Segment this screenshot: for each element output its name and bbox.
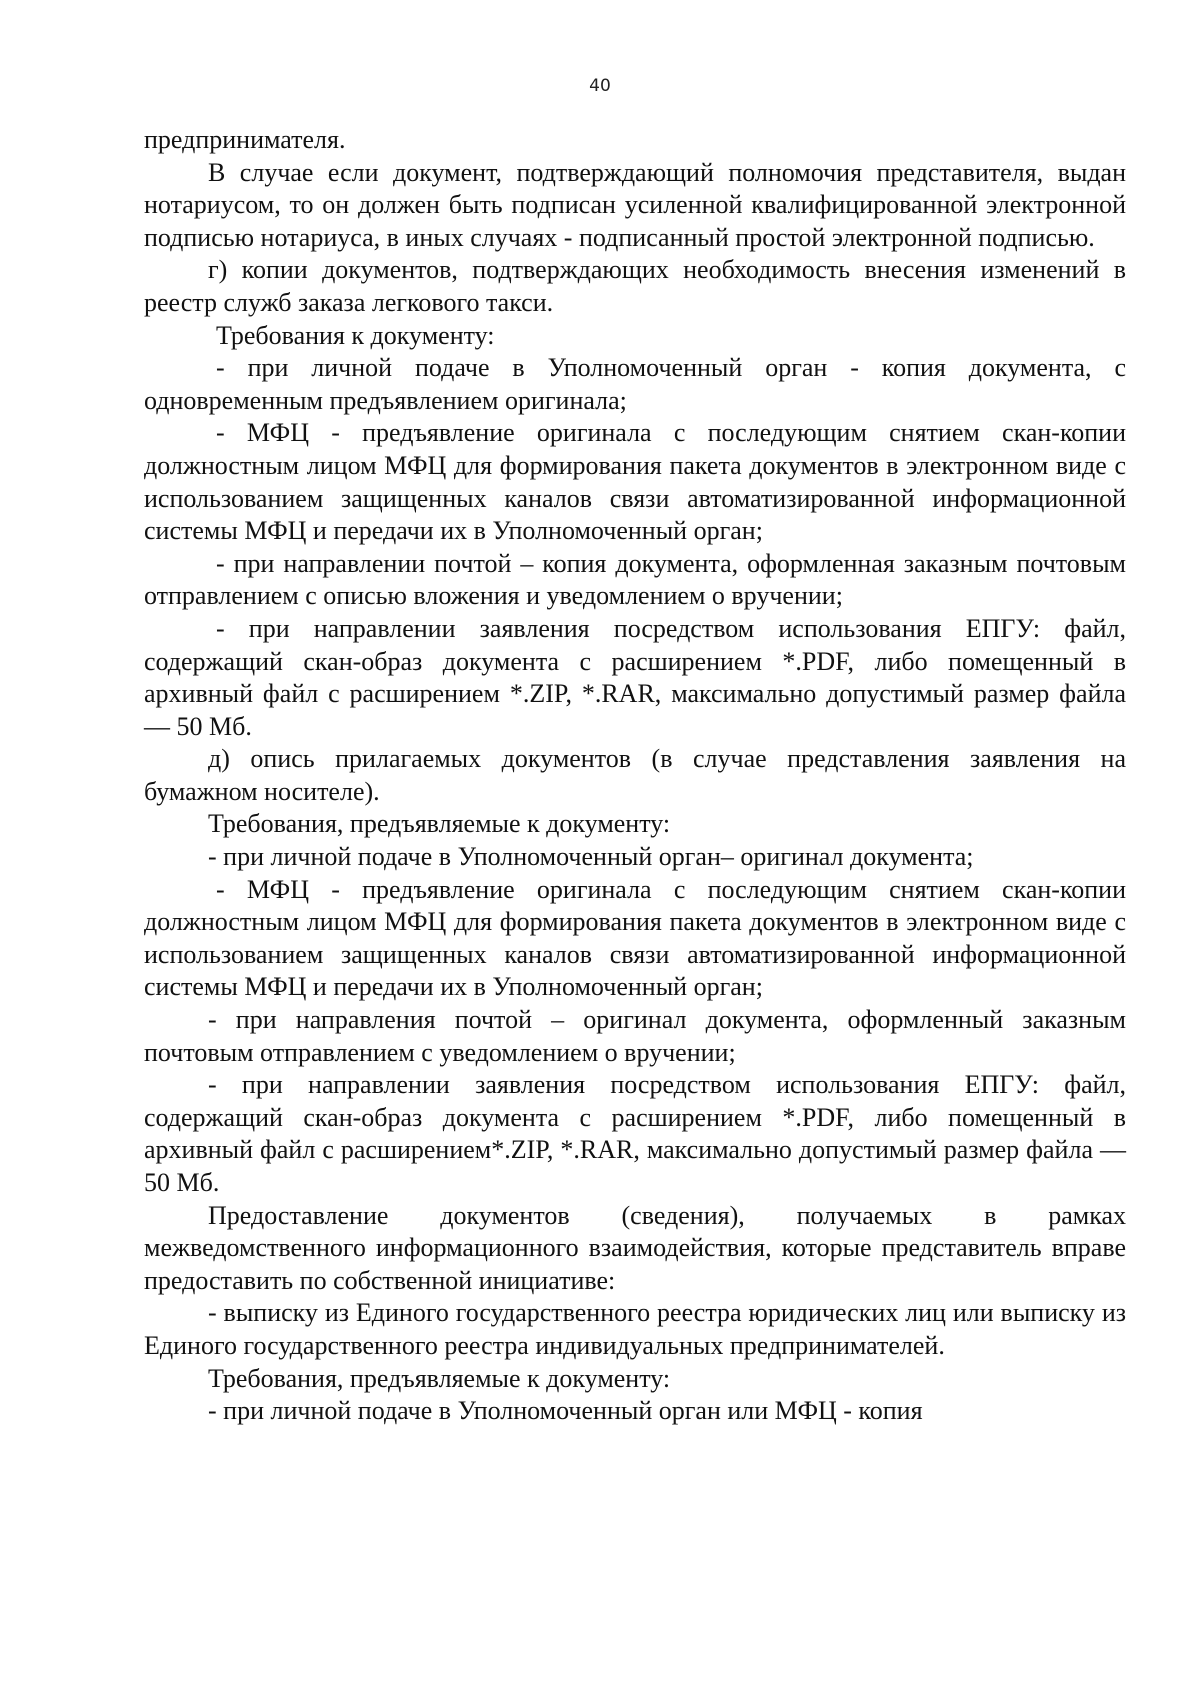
paragraph: - при личной подаче в Уполномоченный орган или МФЦ - копия bbox=[208, 1396, 923, 1426]
paragraph: Предоставление документов (сведения), получаемых в рамках межведомственного информационного взаимодействия, которые представитель вправе предоставить по собственной инициативе: bbox=[144, 1200, 1126, 1295]
document-body bbox=[144, 124, 1126, 1428]
paragraph: - при личной подаче в Уполномоченный орган– оригинал документа; bbox=[208, 842, 974, 872]
paragraph: Требования к документу: bbox=[216, 320, 495, 350]
paragraph: - МФЦ - предъявление оригинала с последующим снятием скан-копии должностным лицом МФЦ для формирования пакета документов в электронном виде с использованием защищенных каналов связи автоматизированной информационной системы МФЦ и передачи их в Уполномоченный орган; bbox=[144, 418, 1126, 546]
paragraph: - выписку из Единого государственного реестра юридических лиц или выписку из Единого государственного реестра индивидуальных предпринимателей. bbox=[144, 1298, 1126, 1360]
paragraph: - при личной подаче в Уполномоченный орган - копия документа, с одновременным предъявлением оригинала; bbox=[144, 353, 1126, 415]
paragraph: - при направлении почтой – копия документа, оформленная заказным почтовым отправлением с описью вложения и уведомлением о вручении; bbox=[144, 548, 1126, 611]
paragraph: Требования, предъявляемые к документу: bbox=[208, 809, 671, 839]
paragraph: - при направлении заявления посредством использования ЕПГУ: файл, содержащий скан-образ документа с расширением *.PDF, либо помещенный в архивный файл с расширением*.ZIP, *.RAR, максимально допустимый размер файла — 50 Мб. bbox=[144, 1070, 1126, 1197]
paragraph: д) опись прилагаемых документов (в случае представления заявления на бумажном носителе). bbox=[144, 744, 1126, 806]
paragraph: В случае если документ, подтверждающий полномочия представителя, выдан нотариусом, то он должен быть подписан усиленной квалифицированной электронной подписью нотариуса, в иных случаях - подписанный простой электронной подписью. bbox=[144, 157, 1126, 252]
paragraph: Требования, предъявляемые к документу: bbox=[208, 1363, 671, 1393]
paragraph: г) копии документов, подтверждающих необходимость внесения изменений в реестр служб заказа легкового такси. bbox=[144, 255, 1126, 317]
paragraph: - при направлении заявления посредством использования ЕПГУ: файл, содержащий скан-образ документа с расширением *.PDF, либо помещенный в архивный файл с расширением *.ZIP, *.RAR, максимально допустимый размер файла — 50 Мб. bbox=[144, 613, 1126, 741]
paragraph: - МФЦ - предъявление оригинала с последующим снятием скан-копии должностным лицом МФЦ для формирования пакета документов в электронном виде с использованием защищенных каналов связи автоматизированной информационной системы МФЦ и передачи их в Уполномоченный орган; bbox=[144, 874, 1126, 1002]
page-number: 40 bbox=[589, 76, 611, 96]
paragraph: предпринимателя. bbox=[144, 125, 346, 154]
paragraph: - при направления почтой – оригинал документа, оформленный заказным почтовым отправлением с уведомлением о вручении; bbox=[144, 1005, 1126, 1067]
